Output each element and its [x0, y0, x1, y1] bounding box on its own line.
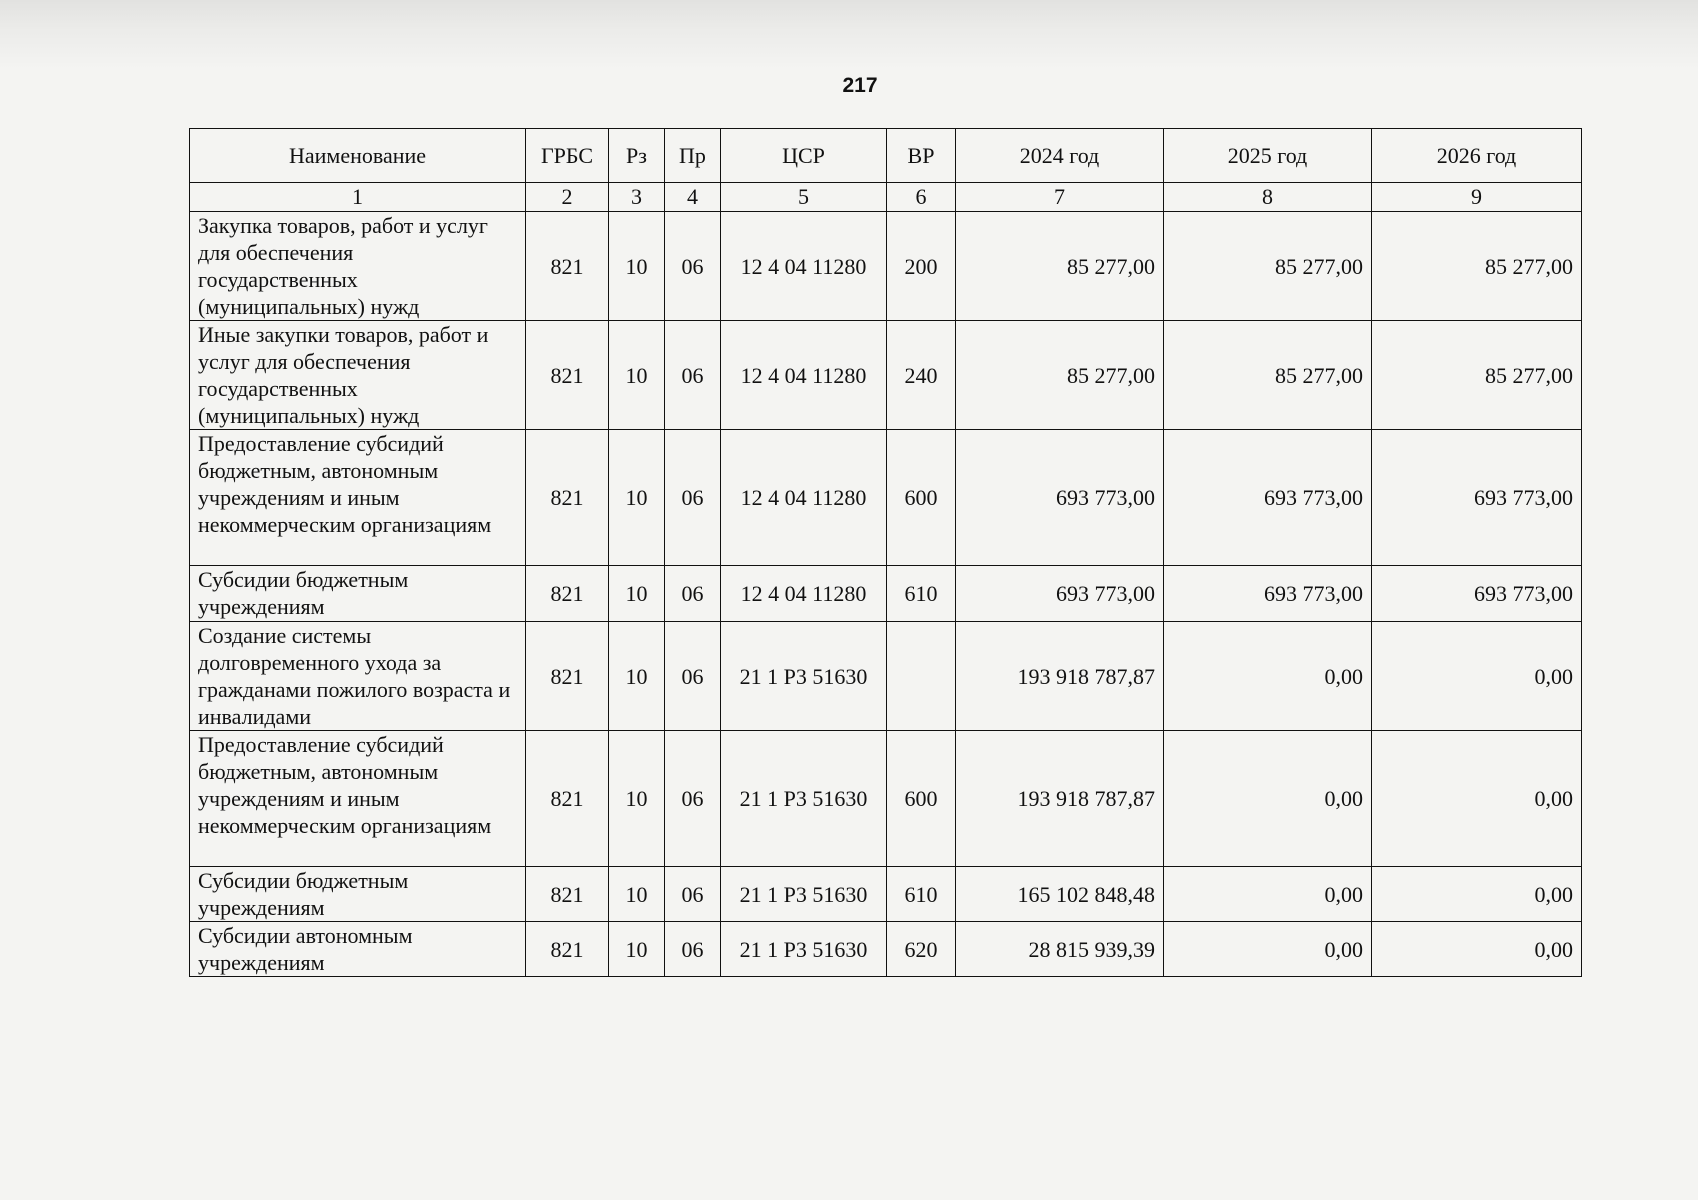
row-amount-2025: 0,00 [1164, 867, 1372, 922]
row-name: Предоставление субсидий бюджетным, автономным учреждениям и иным некоммерческим организациям [190, 731, 526, 867]
column-number: 1 [190, 183, 526, 212]
row-amount-2025: 0,00 [1164, 922, 1372, 977]
row-vr: 240 [887, 321, 956, 430]
table-row [190, 622, 1582, 731]
row-name: Субсидии бюджетным учреждениям [190, 566, 526, 622]
row-pr: 06 [665, 212, 721, 321]
row-rz: 10 [609, 430, 665, 566]
row-name: Субсидии автономным учреждениям [190, 922, 526, 977]
row-vr: 600 [887, 731, 956, 867]
row-vr: 620 [887, 922, 956, 977]
row-name: Создание системы долговременного ухода за гражданами пожилого возраста и инвалидами [190, 622, 526, 731]
row-amount-2026: 693 773,00 [1372, 566, 1582, 622]
table-row [190, 867, 1582, 922]
row-amount-2025: 0,00 [1164, 731, 1372, 867]
column-number: 7 [956, 183, 1164, 212]
row-rz: 10 [609, 566, 665, 622]
row-csr: 12 4 04 11280 [721, 430, 887, 566]
column-number: 3 [609, 183, 665, 212]
column-number: 2 [526, 183, 609, 212]
row-amount-2026: 0,00 [1372, 731, 1582, 867]
row-csr: 21 1 Р3 51630 [721, 731, 887, 867]
row-pr: 06 [665, 321, 721, 430]
table-row [190, 321, 1582, 430]
table-row [190, 430, 1582, 566]
header-2026: 2026 год [1372, 129, 1582, 183]
table-row [190, 731, 1582, 867]
header-rz: Рз [609, 129, 665, 183]
header-name: Наименование [190, 129, 526, 183]
row-amount-2024: 693 773,00 [956, 430, 1164, 566]
row-pr: 06 [665, 566, 721, 622]
header-row [190, 129, 1582, 183]
row-grbs: 821 [526, 566, 609, 622]
page-number: 217 [842, 74, 878, 97]
row-rz: 10 [609, 867, 665, 922]
column-number: 6 [887, 183, 956, 212]
row-grbs: 821 [526, 212, 609, 321]
scan-edge-shading [0, 0, 1698, 70]
row-grbs: 821 [526, 430, 609, 566]
row-amount-2025: 693 773,00 [1164, 430, 1372, 566]
header-2025: 2025 год [1164, 129, 1372, 183]
row-amount-2024: 28 815 939,39 [956, 922, 1164, 977]
row-grbs: 821 [526, 922, 609, 977]
row-amount-2026: 0,00 [1372, 867, 1582, 922]
row-amount-2026: 0,00 [1372, 922, 1582, 977]
table-row [190, 922, 1582, 977]
row-name: Иные закупки товаров, работ и услуг для обеспечения государственных (муниципальных) нужд [190, 321, 526, 430]
row-grbs: 821 [526, 321, 609, 430]
row-amount-2024: 193 918 787,87 [956, 622, 1164, 731]
row-rz: 10 [609, 212, 665, 321]
row-amount-2024: 85 277,00 [956, 321, 1164, 430]
row-name: Субсидии бюджетным учреждениям [190, 867, 526, 922]
row-csr: 12 4 04 11280 [721, 566, 887, 622]
row-grbs: 821 [526, 731, 609, 867]
row-amount-2026: 85 277,00 [1372, 321, 1582, 430]
row-pr: 06 [665, 430, 721, 566]
header-csr: ЦСР [721, 129, 887, 183]
row-name: Закупка товаров, работ и услуг для обеспечения государственных (муниципальных) нужд [190, 212, 526, 321]
table-row [190, 212, 1582, 321]
row-vr: 600 [887, 430, 956, 566]
row-grbs: 821 [526, 622, 609, 731]
row-amount-2024: 85 277,00 [956, 212, 1164, 321]
row-rz: 10 [609, 321, 665, 430]
row-pr: 06 [665, 867, 721, 922]
row-csr: 21 1 Р3 51630 [721, 867, 887, 922]
header-2024: 2024 год [956, 129, 1164, 183]
header-pr: Пр [665, 129, 721, 183]
row-pr: 06 [665, 922, 721, 977]
row-amount-2024: 165 102 848,48 [956, 867, 1164, 922]
row-amount-2026: 85 277,00 [1372, 212, 1582, 321]
row-vr: 610 [887, 867, 956, 922]
column-number: 4 [665, 183, 721, 212]
row-pr: 06 [665, 622, 721, 731]
row-amount-2026: 693 773,00 [1372, 430, 1582, 566]
row-amount-2025: 85 277,00 [1164, 212, 1372, 321]
row-csr: 12 4 04 11280 [721, 321, 887, 430]
row-csr: 12 4 04 11280 [721, 212, 887, 321]
column-number: 8 [1164, 183, 1372, 212]
row-amount-2025: 85 277,00 [1164, 321, 1372, 430]
row-vr [887, 622, 956, 731]
column-number: 5 [721, 183, 887, 212]
column-number: 9 [1372, 183, 1582, 212]
row-pr: 06 [665, 731, 721, 867]
row-csr: 21 1 Р3 51630 [721, 922, 887, 977]
column-number-row [190, 183, 1582, 212]
row-amount-2025: 693 773,00 [1164, 566, 1372, 622]
row-rz: 10 [609, 922, 665, 977]
row-rz: 10 [609, 622, 665, 731]
row-amount-2024: 693 773,00 [956, 566, 1164, 622]
budget-table [189, 128, 1582, 977]
row-amount-2026: 0,00 [1372, 622, 1582, 731]
row-amount-2025: 0,00 [1164, 622, 1372, 731]
row-amount-2024: 193 918 787,87 [956, 731, 1164, 867]
row-csr: 21 1 Р3 51630 [721, 622, 887, 731]
table-row [190, 566, 1582, 622]
row-vr: 610 [887, 566, 956, 622]
row-name: Предоставление субсидий бюджетным, автономным учреждениям и иным некоммерческим организациям [190, 430, 526, 566]
header-grbs: ГРБС [526, 129, 609, 183]
row-grbs: 821 [526, 867, 609, 922]
row-rz: 10 [609, 731, 665, 867]
header-vr: ВР [887, 129, 956, 183]
row-vr: 200 [887, 212, 956, 321]
